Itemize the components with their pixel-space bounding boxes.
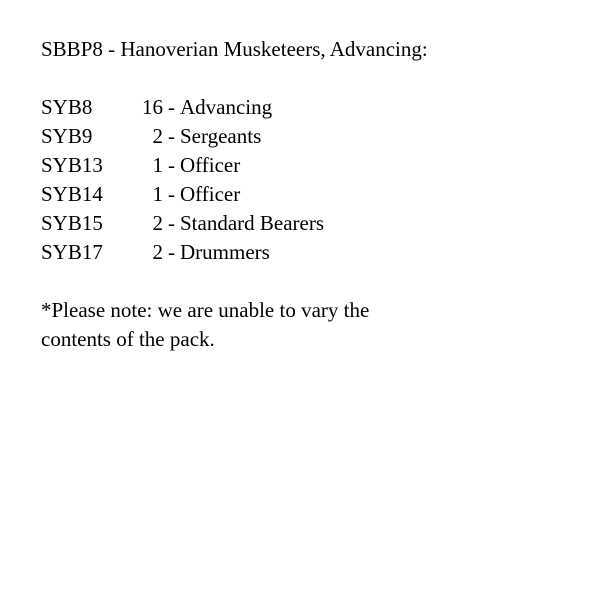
item-separator: -	[168, 124, 175, 148]
item-code: SYB8	[41, 95, 93, 119]
pack-note: *Please note: we are unable to vary the contents of the pack.	[41, 298, 370, 351]
item-description: Drummers	[180, 240, 270, 264]
item-code: SYB15	[41, 211, 103, 235]
item-description: Officer	[180, 153, 241, 177]
item-description: Standard Bearers	[180, 211, 325, 235]
list-item	[41, 238, 581, 267]
list-item	[41, 93, 581, 122]
list-item	[41, 151, 581, 180]
item-description: Officer	[180, 182, 241, 206]
item-code: SYB9	[41, 124, 93, 148]
item-code: SYB17	[41, 240, 103, 264]
item-separator: -	[168, 95, 175, 119]
item-description: Advancing	[180, 95, 273, 119]
item-quantity: 2	[152, 240, 163, 264]
list-item	[41, 209, 581, 238]
list-item	[41, 180, 581, 209]
item-quantity: 1	[152, 153, 163, 177]
item-quantity: 16	[142, 95, 163, 119]
item-code: SYB14	[41, 182, 103, 206]
list-item	[41, 122, 581, 151]
item-separator: -	[168, 240, 175, 264]
item-separator: -	[168, 211, 175, 235]
item-code: SYB13	[41, 153, 103, 177]
item-quantity: 2	[152, 211, 163, 235]
pack-contents-list	[41, 93, 581, 267]
product-description	[41, 35, 581, 354]
item-description: Sergeants	[180, 124, 262, 148]
item-separator: -	[168, 182, 175, 206]
item-quantity: 2	[152, 124, 163, 148]
pack-title: SBBP8 - Hanoverian Musketeers, Advancing:	[41, 37, 428, 61]
item-separator: -	[168, 153, 175, 177]
item-quantity: 1	[152, 182, 163, 206]
